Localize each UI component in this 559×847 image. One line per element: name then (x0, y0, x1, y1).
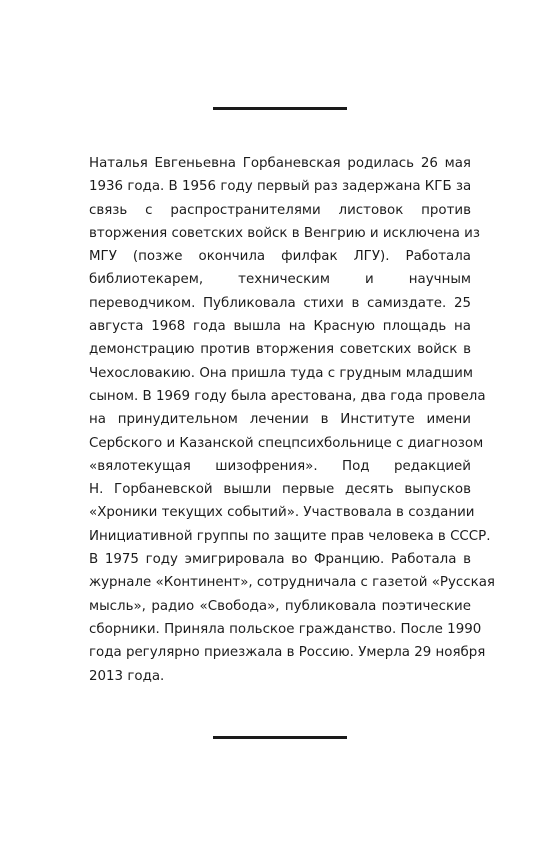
text-line: августа 1968 года вышла на Красную площадь на (89, 319, 471, 335)
text-line: демонстрацию против вторжения советских войск в (89, 342, 471, 358)
text-line: 2013 года. (89, 668, 165, 684)
text-line: сыном. В 1969 году была арестована, два года провела (89, 388, 486, 404)
text-line: связь с распространителями листовок против (89, 202, 471, 218)
text-line: 1936 года. В 1956 году первый раз задержана КГБ за (89, 179, 472, 195)
text-line: МГУ (позже окончила филфак ЛГУ). Работала (89, 249, 471, 265)
bottom-divider (213, 736, 347, 739)
text-line: Наталья Евгеньевна Горбаневская родилась 26 мая (89, 156, 471, 171)
text-line: года регулярно приезжала в Россию. Умерла 29 ноября (89, 645, 486, 661)
text-line: мысль», радио «Свобода», публиковала поэтические (89, 598, 471, 614)
top-divider (213, 107, 347, 110)
biography-paragraph (89, 152, 495, 688)
text-line: журнале «Континент», сотрудничала с газетой «Русская (89, 575, 495, 591)
text-line: В 1975 году эмигрировала во Францию. Работала в (89, 552, 471, 568)
text-line: на принудительном лечении в Институте имени (89, 412, 471, 428)
text-line: Чехословакию. Она пришла туда с грудным младшим (89, 365, 473, 381)
text-line: Инициативной группы по защите прав человека в СССР. (89, 528, 491, 544)
text-line: Сербского и Казанской спецпсихбольнице с диагнозом (89, 435, 484, 451)
text-line: Н. Горбаневской вышли первые десять выпусков (89, 482, 471, 498)
text-line: «Хроники текущих событий». Участвовала в создании (89, 505, 475, 521)
text-line: переводчиком. Публиковала стихи в самиздате. 25 (89, 295, 471, 311)
text-line: «вялотекущая шизофрения». Под редакцией (89, 458, 471, 474)
text-line: вторжения советских войск в Венгрию и исключена из (89, 225, 480, 241)
text-line: библиотекарем, техническим и научным (89, 272, 471, 288)
text-line: сборники. Приняла польское гражданство. После 1990 (89, 621, 482, 637)
